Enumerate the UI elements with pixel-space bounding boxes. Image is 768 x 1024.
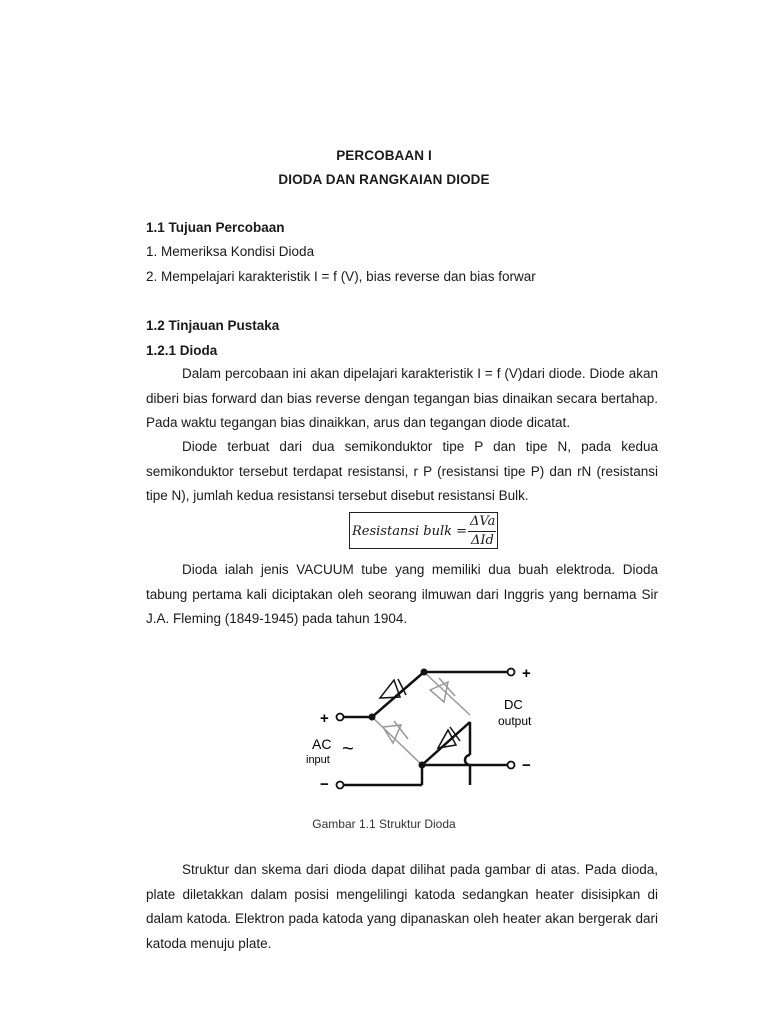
formula-numerator: ΔVa [470,514,496,529]
objective-item-1: 1. Memeriksa Kondisi Dioda [146,244,315,259]
document-subtitle: DIODA DAN RANGKAIAN DIODE [278,172,490,187]
output-label: output [498,714,532,728]
subsection-heading-dioda: 1.2.1 Dioda [146,343,218,358]
formula-lhs: Resistansi bulk = [352,524,468,539]
dc-plus-sign: + [522,665,531,682]
paragraph-2: Diode terbuat dari dua semikonduktor tipe P dan tipe N, pada kedua semikonduktor tersebut terdapat resistansi, r P (resistansi tipe P) dan rN (resistansi tipe N), jumlah kedua resistansi tersebut disebut resistansi Bulk. [146,439,658,503]
dc-minus-sign: − [522,757,531,774]
input-label: input [306,754,330,766]
section-heading-tinjauan: 1.2 Tinjauan Pustaka [146,318,280,333]
tilde-symbol: ~ [342,738,354,760]
ac-minus-sign: − [320,776,329,793]
figure-caption: Gambar 1.1 Struktur Dioda [312,817,456,831]
paragraph-4: Struktur dan skema dari dioda dapat dilihat pada gambar di atas. Pada dioda, plate diletakkan dalam posisi mengelilingi katoda sedangkan heater disisipkan di dalam katoda. Elektron pada katoda yang dipanaskan oleh heater akan bergerak dari katoda menuju plate. [146,862,658,951]
paragraph-1: Dalam percobaan ini akan dipelajari karakteristik I = f (V)dari diode. Diode akan diberi bias forward dan bias reverse dengan tegangan bias dinaikan secara bertahap. Pada waktu tegangan bias dinaikkan, arus dan tegangan diode dicatat. [146,366,658,430]
ac-label: AC [312,736,332,752]
ac-plus-sign: + [320,710,329,727]
objective-item-2: 2. Mempelajari karakteristik I = f (V), bias reverse dan bias forwar [146,269,536,284]
fraction-bar [468,531,496,532]
bridge-rectifier-diagram [300,655,550,800]
section-heading-tujuan: 1.1 Tujuan Percobaan [146,220,285,235]
formula-denominator: ΔId [471,533,494,548]
dc-label: DC [504,697,523,712]
paragraph-3: Dioda ialah jenis VACUUM tube yang memiliki dua buah elektroda. Dioda tabung pertama kali diciptakan oleh seorang ilmuwan dari Inggris yang bernama Sir J.A. Fleming (1849-1945) pada tahun 1904. [146,562,658,626]
document-title: PERCOBAAN I [336,148,432,163]
formula-resistansi-bulk [349,512,498,549]
